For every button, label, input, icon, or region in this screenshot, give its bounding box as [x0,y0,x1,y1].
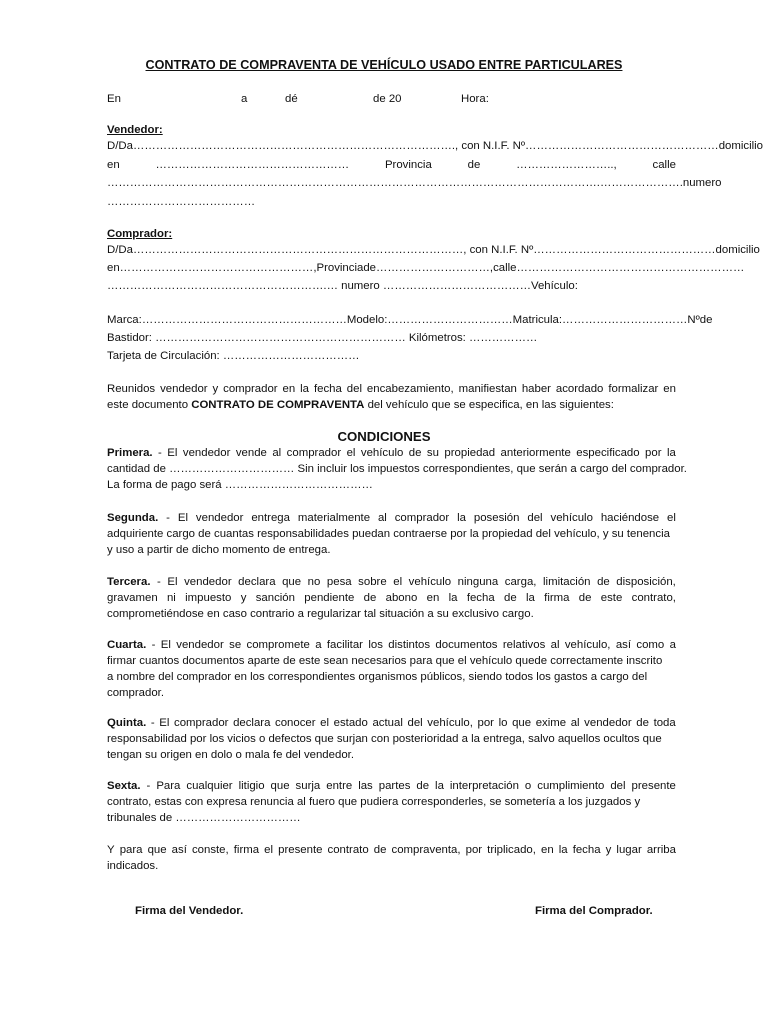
cuarta-line-3: a nombre del comprador en los correspondientes organismos públicos, siendo todos los gastos a cargo del [107,671,648,683]
segunda-line-2: adquiriente cargo de cuantas responsabilidades puedan contraerse por la propiedad del vehículo, y su tenencia [107,528,670,540]
intro-line-2 [107,397,676,413]
comprador-line-2 [107,260,745,276]
word: partes [378,780,411,792]
word: posesión [473,512,520,524]
word: la [448,592,458,604]
vendedor-calle-field-2: ………………………………………………….…………………. [380,177,683,189]
word: documentos [435,639,498,651]
word: El [177,512,189,524]
primera-line-1 [107,445,676,461]
word: los [368,639,383,651]
word: carga, [504,576,537,588]
sexta-line-1 [107,778,676,794]
word: litigio [238,780,265,792]
word: vehículo, [427,717,473,729]
comprador-domicilio-field: ……………………………………………, [119,262,317,274]
word: de [373,844,387,856]
word: para [119,844,143,856]
date-de: dé [285,93,298,105]
word: El [167,576,178,588]
word: facilitar [326,639,363,651]
word: comprador [174,717,229,729]
word: haciéndose [600,512,660,524]
word: firma [544,592,570,604]
word: arriba [646,844,676,856]
vehiculo-line-1 [107,312,713,328]
text-provincia: Provincia [316,262,364,274]
word: por [477,717,494,729]
sexta-line-3: tribunales de …………………………… [107,812,301,824]
word: al [550,639,560,651]
word: que [282,576,302,588]
vendedor-line-1 [107,138,763,154]
comprador-provincia-field: …………………………, [376,262,494,274]
word: en [663,383,676,395]
word: de [408,447,422,459]
word: en [540,844,554,856]
word: no [307,576,321,588]
firma-vendedor: Firma del Vendedor. [135,905,244,917]
word: - [157,576,161,588]
word: a [315,639,322,651]
text-en: en [107,159,120,171]
word: presente [278,844,323,856]
word: Para [156,780,181,792]
date-a: a [241,93,248,105]
word: del [610,780,626,792]
word: fecha [572,844,601,856]
word: el [320,717,330,729]
vendedor-domicilio-label: domicilio [718,140,763,152]
word: conste, [191,844,229,856]
tercera-line-2 [107,590,676,606]
word: comprador [286,447,342,459]
vendedor-provincia-field: …………………….., [516,159,617,171]
word: cumplimiento [537,780,605,792]
word: vendedor [584,717,632,729]
word: - [166,512,170,524]
text-en: en [107,262,120,274]
word: lugar [616,844,642,856]
comprador-nif-field: ………………………………………… [533,244,716,256]
word: y [240,592,247,604]
text-calle: calle [493,262,517,274]
word: actual [372,717,403,729]
word: la [435,780,444,792]
clause-label: Quinta. [107,717,147,729]
word: declara [238,576,276,588]
word: ni [166,592,176,604]
word: este [600,592,623,604]
intro-text: este documento [107,399,192,411]
word: el [667,512,676,524]
word: o [524,780,532,792]
word: ninguna [457,576,499,588]
comprador-line-1 [107,242,760,258]
comprador-heading: Comprador: [107,228,173,240]
word: y [605,844,612,856]
word: en [282,383,296,395]
cuarta-line-1 [107,637,676,653]
date-hora: Hora: [461,93,489,105]
word: al [377,512,387,524]
word: vehículo [360,447,404,459]
word: pendiente [304,592,355,604]
word: - [151,639,156,651]
primera-line-2: cantidad de …………………………… Sin incluir los impuestos correspondientes, que serán a cargo del comprador. [107,463,687,475]
word: fecha [466,592,495,604]
word: vendedor [176,639,224,651]
word: así [615,639,632,651]
word: vendedor [160,383,208,395]
word: - [146,780,151,792]
word: propiedad [444,447,496,459]
word: triplicado, [487,844,536,856]
date-year: de 20 [373,93,402,105]
word: compraventa, [391,844,461,856]
word: - [150,717,155,729]
word: sobre [358,576,387,588]
clause-label: Segunda. [107,512,159,524]
word: fecha [313,383,342,395]
word: la [666,447,676,459]
tercera-line-1 [107,574,676,590]
word: anteriormente [500,447,571,459]
word: vehículo [408,576,452,588]
word: Reunidos [107,383,156,395]
word: al [570,717,580,729]
word: limitación [543,576,591,588]
word: materialmente [297,512,371,524]
word: comprador [223,383,278,395]
word: que [147,844,167,856]
text-de: de [363,262,377,274]
text-no: Nº [687,314,700,326]
segunda-line-3: y uso a partir de dicho momento de entrega. [107,544,331,556]
clause-label: Cuarta. [107,639,147,651]
cierre-line-2: indicados. [107,860,159,872]
word: El [167,447,178,459]
word: vende [235,447,267,459]
word: la [457,512,466,524]
text-calle: calle [652,159,676,171]
word: la [525,592,535,604]
word: lo [498,717,508,729]
word: distintos [388,639,431,651]
clause-label: Tercera. [107,576,151,588]
vendedor-line-2 [107,157,676,173]
cierre-line-1 [107,842,676,858]
vendedor-calle-field: ……………………………………………………………… [107,177,381,189]
clause-label: Primera. [107,447,153,459]
vendedor-nif-field: …………………………………………… [525,140,719,152]
word: vehículo [550,512,593,524]
word: del [346,383,362,395]
word: del [527,512,543,524]
word: pesa [326,576,352,588]
word: compromete [246,639,310,651]
word: las [358,780,373,792]
quinta-line-3: tengan su origen en dolo o mala fe del vendedor. [107,749,354,761]
cuarta-line-4: comprador. [107,687,164,699]
word: El [160,639,171,651]
text-modelo: Modelo: [346,314,388,326]
word: exime [535,717,567,729]
quinta-line-1 [107,715,676,731]
word: se [229,639,242,651]
contract-name-bold: CONTRATO DE COMPRAVENTA [191,399,365,411]
marca-field: ……………………………………………… [141,314,347,326]
word: vehículo, [564,639,611,651]
tercera-line-3: comprometiéndose en caso contrario a regularizar tal situación a su exclusivo cargo. [107,608,534,620]
word: el [264,844,274,856]
text-de: de [699,314,713,326]
word: manifiestan [458,383,517,395]
word: - [158,447,162,459]
word: abono [385,592,418,604]
quinta-line-2: responsabilidad por los vicios o defectos que surjan con posterioridad a la entrega, salvo aquellos ocultos que [107,733,662,745]
condiciones-heading: CONDICIONES [337,429,431,444]
word: vendedor [182,447,231,459]
clause-label: Sexta. [107,780,141,792]
word: contrato, [631,592,676,604]
word: por [645,447,662,459]
word: gravamen [107,592,158,604]
word: formalizar [608,383,659,395]
word: firma [233,844,260,856]
word: vendedor [184,576,232,588]
word: que [270,780,290,792]
segunda-line-1 [107,510,676,526]
text-de: de [467,159,481,171]
word: El [159,717,170,729]
vehiculo-line-3: Tarjeta de Circulación: ……………………………… [107,350,360,362]
word: su [426,447,439,459]
word: especificado [576,447,640,459]
word: sanción [255,592,295,604]
word: conocer [275,717,316,729]
word: al [272,447,282,459]
word: surja [295,780,321,792]
vehiculo-line-2: Bastidor: ………………………………………………………… Kilómetros: ……………… [107,332,538,344]
word: impuesto [185,592,232,604]
word: toda [653,717,676,729]
comprador-domicilio-label: domicilio [715,244,760,256]
firma-comprador: Firma del Comprador. [535,905,653,917]
sexta-line-2: contrato, estas con expresa renuncia al fuero que pudiera corresponderles, se sometería a los juzgados y [107,796,641,808]
word: y [212,383,219,395]
word: la [558,844,568,856]
primera-line-3: La forma de pago será ………………………………… [107,479,373,491]
word: así [171,844,187,856]
word: relativos [502,639,546,651]
cuarta-line-2: firmar cuantos documentos aparte de este sean necesarios para que el vehículo quede correctamente inscrito [107,655,663,667]
comprador-calle-field: …………………………………………………… [516,262,745,274]
word: que [512,717,532,729]
word: Y [107,844,115,856]
word: de [578,592,592,604]
vendedor-name-field: D/Da…………………………………………………………………………., con N.I.F. Nº [107,140,526,152]
vendedor-domicilio-field: …………………………………………… [155,159,350,171]
word: comprador [394,512,450,524]
word: haber [521,383,551,395]
word: vendedor [195,512,244,524]
vendedor-line-3 [107,175,722,191]
word: del [407,717,423,729]
word: de [636,717,649,729]
text-marca: Marca: [107,314,142,326]
word: en [426,592,440,604]
text-numero: numero [682,177,722,189]
word: de [416,780,430,792]
word: de [504,592,517,604]
matricula-field: …………………………… [562,314,688,326]
word: entrega [251,512,290,524]
word: como [636,639,665,651]
document-title: CONTRATO DE COMPRAVENTA DE VEHÍCULO USADO ENTRE PARTICULARES [145,58,623,72]
text-provincia: Provincia [384,159,432,171]
word: acordado [555,383,604,395]
word: entre [326,780,353,792]
word: a [669,639,676,651]
word: por [465,844,483,856]
text-matricula: Matricula: [512,314,563,326]
vendedor-numero-field: ………………………………… [107,196,256,208]
intro-text: del vehículo que se especifica, en las siguientes: [364,399,614,411]
word: disposición, [616,576,676,588]
intro-line-1 [107,381,676,397]
vendedor-heading: Vendedor: [107,124,163,136]
word: estado [333,717,368,729]
word: la [300,383,310,395]
word: el [393,576,403,588]
word: encabezamiento, [366,383,454,395]
date-en: En [107,93,121,105]
word: de [597,576,610,588]
word: cualquier [186,780,233,792]
word: interpretación [449,780,519,792]
word: de [363,592,377,604]
comprador-name-field: D/Da……………………………………………………………………………, con N.I.F. Nº [107,244,534,256]
word: el [346,447,356,459]
word: presente [631,780,676,792]
comprador-line-3: ………………………………………………….… numero …………………………………Vehículo: [107,280,578,292]
word: declara [233,717,271,729]
word: contrato [327,844,369,856]
modelo-field: …………………………… [387,314,513,326]
